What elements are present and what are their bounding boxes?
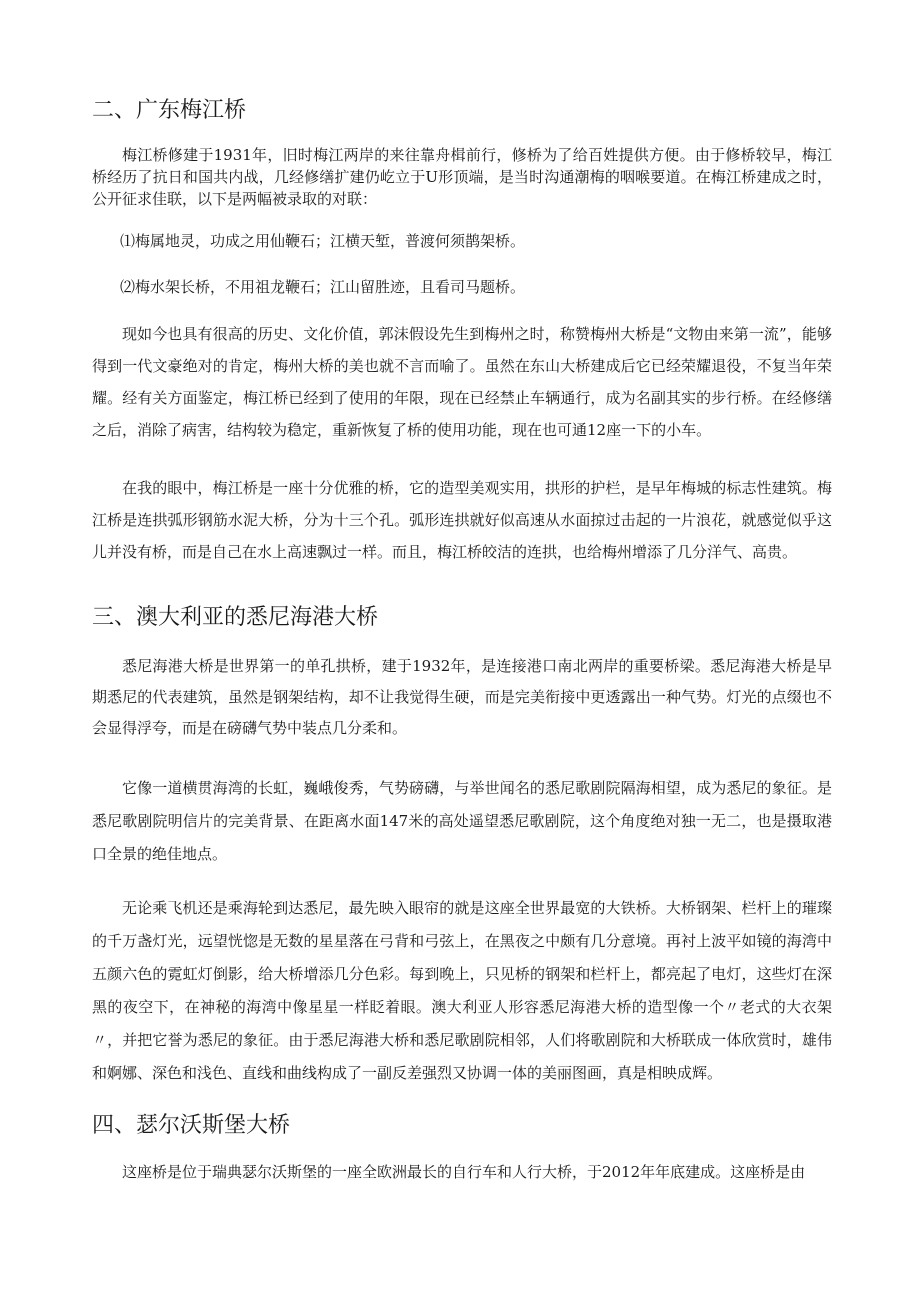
meijiang-intro-paragraph: 梅江桥修建于1931年，旧时梅江两岸的来往靠舟楫前行，修桥为了给百姓提供方便。由于修桥较早，梅江桥经历了抗日和国共内战，几经修缮扩建仍屹立于U形顶端，是当时沟通潮梅的咽喉要道。在梅江桥建成之时，公开征求佳联，以下是两幅被录取的对联： <box>92 146 832 208</box>
section-heading-sydney-harbour-bridge: 三、澳大利亚的悉尼海港大桥 <box>92 605 379 630</box>
meijiang-value-paragraph: 现如今也具有很高的历史、文化价值，郭沫假设先生到梅州之时，称赞梅州大桥是“文物由来第一流”，能够得到一代文豪绝对的肯定，梅州大桥的美也就不言而喻了。虽然在东山大桥建成后它已经荣耀退役，不复当年荣耀。经有关方面鉴定，梅江桥已经到了使用的年限，现在已经禁止车辆通行，成为名副其实的步行桥。在经修缮之后，消除了病害，结构较为稳定，重新恢复了桥的使用功能，现在也可通12座一下的小车。 <box>92 325 832 439</box>
sydney-intro-paragraph: 悉尼海港大桥是世界第一的单孔拱桥，建于1932年，是连接港口南北两岸的重要桥梁。悉尼海港大桥是早期悉尼的代表建筑，虽然是钢架结构，却不让我觉得生硬，而是完美衔接中更透露出一种气势。灯光的点缀也不会显得浮夸，而是在磅礴气势中装点几分柔和。 <box>92 657 832 737</box>
sydney-rainbow-paragraph: 它像一道横贯海湾的长虹，巍峨俊秀，气势磅礴，与举世闻名的悉尼歌剧院隔海相望，成为悉尼的象征。是悉尼歌剧院明信片的完美背景、在距离水面147米的高处遥望悉尼歌剧院，这个角度绝对独一无二，也是摄取港口全景的绝佳地点。 <box>92 779 832 863</box>
solvesborg-intro-paragraph: 这座桥是位于瑞典瑟尔沃斯堡的一座全欧洲最长的自行车和人行大桥，于2012年年底建成。这座桥是由 <box>122 1163 806 1181</box>
couplet-1: ⑴梅属地灵，功成之用仙鞭石；江横天堑，普渡何须鹊架桥。 <box>120 232 526 250</box>
section-heading-meijiang-bridge: 二、广东梅江桥 <box>92 98 247 123</box>
sydney-night-paragraph: 无论乘飞机还是乘海轮到达悉尼，最先映入眼帘的就是这座全世界最宽的大铁桥。大桥钢架、栏杆上的璀璨的千万盏灯光，远望恍惚是无数的星星落在弓背和弓弦上，在黑夜之中颇有几分意境。再衬上波平如镜的海湾中五颜六色的霓虹灯倒影，给大桥增添几分色彩。每到晚上，只见桥的钢架和栏杆上，都亮起了电灯，这些灯在深黑的夜空下，在神秘的海湾中像星星一样眨着眼。澳大利亚人形容悉尼海港大桥的造型像一个〃老式的大衣架〃，并把它誉为悉尼的象征。由于悉尼海港大桥和悉尼歌剧院相邻，人们将歌剧院和大桥联成一体欣赏时，雄伟和婀娜、深色和浅色、直线和曲线构成了一副反差强烈又协调一体的美丽图画，真是相映成辉。 <box>92 899 832 1082</box>
meijiang-description-paragraph: 在我的眼中，梅江桥是一座十分优雅的桥，它的造型美观实用，拱形的护栏，是早年梅城的标志性建筑。梅江桥是连拱弧形钢筋水泥大桥，分为十三个孔。弧形连拱就好似高速从水面掠过击起的一片浪花，就感觉似乎这儿并没有桥，而是自己在水上高速飘过一样。而且，梅江桥皎洁的连拱，也给梅州增添了几分洋气、高贵。 <box>92 479 832 561</box>
section-heading-solvesborg-bridge: 四、瑟尔沃斯堡大桥 <box>92 1113 291 1138</box>
couplet-2: ⑵梅水架长桥，不用祖龙鞭石；江山留胜迹，且看司马题桥。 <box>120 278 526 296</box>
